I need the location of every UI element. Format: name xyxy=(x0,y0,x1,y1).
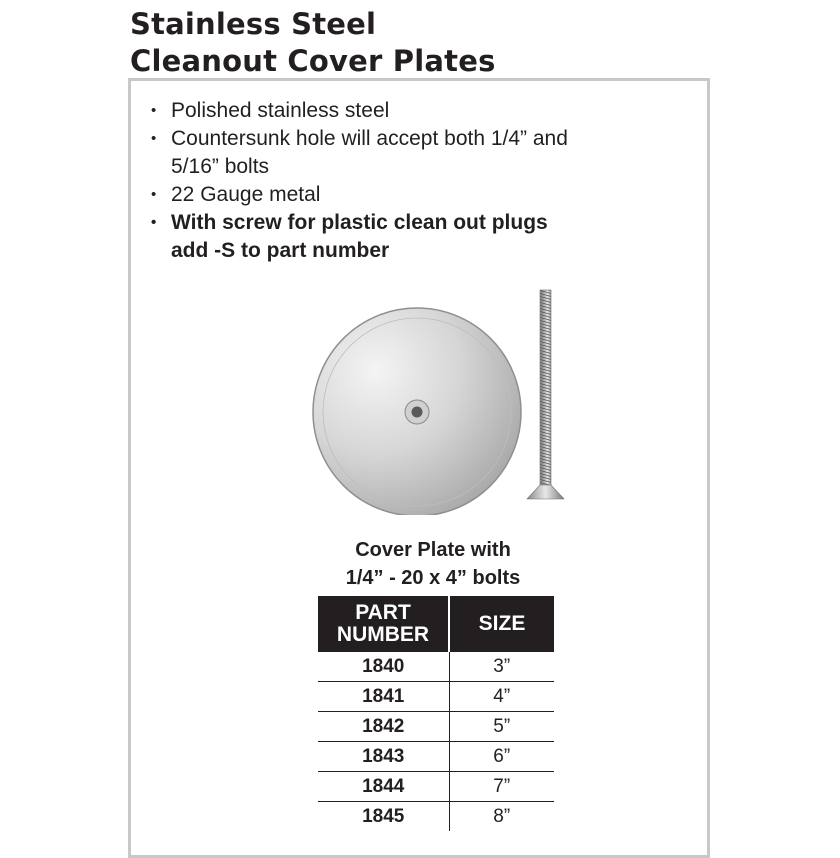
feature-text: Countersunk hole will accept both 1/4” and xyxy=(171,127,568,150)
part-number-cell: 1845 xyxy=(318,802,449,832)
size-cell: 8” xyxy=(493,805,511,827)
page-title xyxy=(130,6,496,80)
header-part-line-1: PART xyxy=(355,601,411,624)
feature-text-continuation: 5/16” bolts xyxy=(171,155,270,178)
table-row xyxy=(318,652,554,682)
product-photo xyxy=(300,285,570,515)
feature-text: Polished stainless steel xyxy=(171,99,390,122)
caption-line-2: 1/4” - 20 x 4” bolts xyxy=(345,567,521,589)
table-row xyxy=(318,742,554,772)
table-header-row xyxy=(318,596,554,652)
product-caption xyxy=(318,536,548,592)
feature-item xyxy=(150,97,568,125)
table-row xyxy=(318,802,554,832)
feature-item xyxy=(150,181,568,209)
feature-text: 22 Gauge metal xyxy=(171,183,321,206)
title-line-2: Cleanout Cover Plates xyxy=(130,44,496,78)
feature-list xyxy=(150,97,568,265)
feature-text: With screw for plastic clean out plugs xyxy=(171,211,548,234)
part-number-cell: 1841 xyxy=(318,682,449,712)
bolt-icon xyxy=(527,290,564,499)
part-number-cell: 1844 xyxy=(318,772,449,802)
cover-plate-icon xyxy=(313,308,521,515)
table-row xyxy=(318,682,554,712)
header-part-number xyxy=(318,596,449,652)
header-part-line-2: NUMBER xyxy=(336,623,430,646)
size-cell: 3” xyxy=(449,652,554,682)
title-line-1: Stainless Steel xyxy=(130,7,377,41)
header-size: SIZE xyxy=(449,596,554,652)
part-number-cell: 1843 xyxy=(318,742,449,772)
size-cell: 4” xyxy=(449,682,554,712)
feature-text-continuation: add -S to part number xyxy=(171,239,390,262)
size-cell: 6” xyxy=(449,742,554,772)
feature-item-bold xyxy=(150,209,568,265)
part-number-table xyxy=(318,596,554,831)
table-row xyxy=(318,712,554,742)
table-row xyxy=(318,772,554,802)
size-cell: 7” xyxy=(449,772,554,802)
caption-line-1: Cover Plate with xyxy=(355,539,511,561)
size-cell: 5” xyxy=(449,712,554,742)
part-number-cell: 1842 xyxy=(318,712,449,742)
part-number-cell: 1840 xyxy=(318,652,449,682)
feature-item xyxy=(150,125,568,181)
